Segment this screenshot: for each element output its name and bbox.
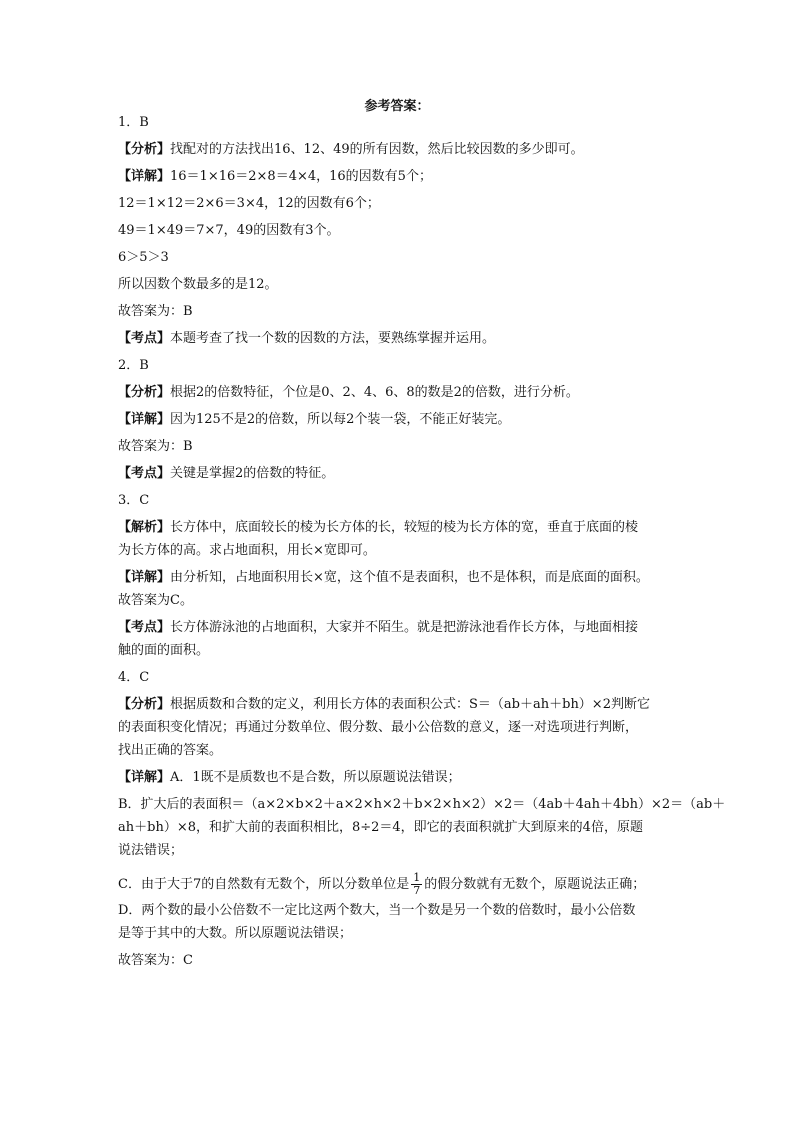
q2-point <box>118 464 678 491</box>
q4-detail-b2: ah＋bh）×8，和扩大前的表面积相比，8÷2＝4，即它的表面积就扩大到原来的4倍，原题 <box>118 820 643 835</box>
q3-analysis-1 <box>118 518 678 541</box>
q2-point-text: 关键是掌握2的倍数的特征。 <box>170 466 335 481</box>
q3-point-text-1: 长方体游泳池的占地面积，大家并不陌生。就是把游泳池看作长方体，与地面相接 <box>170 620 639 635</box>
q1-head: 1．B <box>118 115 149 130</box>
q4-head: 4．C <box>118 670 150 685</box>
q1-point-text: 本题考查了找一个数的因数的方法，要熟练掌握并运用。 <box>170 331 496 346</box>
q4-detail-b1: B．扩大后的表面积＝（a×2×b×2＋a×2×h×2＋b×2×h×2）×2＝（4ab＋4ah＋4bh）×2＝（ab＋ <box>118 797 726 812</box>
q1-analysis-text: 找配对的方法找出16、12、49的所有因数，然后比较因数的多少即可。 <box>170 142 584 157</box>
q4-detail-d2: 是等于其中的大数。所以原题说法错误； <box>118 926 353 941</box>
analysis-tag: 【解析】 <box>118 520 171 535</box>
q1-answer: 故答案为：B <box>118 304 193 319</box>
point-tag: 【考点】 <box>118 466 171 481</box>
q3-point-2: 触的面的面积。 <box>118 643 210 658</box>
q4-detail-c <box>118 868 678 901</box>
point-tag: 【考点】 <box>118 331 171 346</box>
detail-tag: 【详解】 <box>118 412 171 427</box>
detail-tag: 【详解】 <box>118 169 171 184</box>
q4-detail-a <box>118 768 678 795</box>
q2-answer: 故答案为：B <box>118 439 193 454</box>
q2-analysis-text: 根据2的倍数特征，个位是0、2、4、6、8的数是2的倍数，进行分析。 <box>170 385 579 400</box>
q3-detail-text: 由分析知，占地面积用长×宽，这个值不是表面积，也不是体积，而是底面的面积。 <box>170 570 649 585</box>
q1-detail-2: 12＝1×12＝2×6＝3×4，12的因数有6个； <box>118 196 380 211</box>
q4-detail-d1: D．两个数的最小公倍数不一定比这两个数大，当一个数是另一个数的倍数时，最小公倍数 <box>118 903 636 918</box>
analysis-tag: 【分析】 <box>118 697 171 712</box>
q2-analysis <box>118 383 678 410</box>
q3-answer: 故答案为C。 <box>118 593 193 608</box>
detail-tag: 【详解】 <box>118 770 171 785</box>
q3-analysis-2: 为长方体的高。求占地面积，用长×宽即可。 <box>118 543 376 558</box>
q4-detail-c-pre: C．由于大于7的自然数有无数个，所以分数单位是 <box>118 877 410 892</box>
analysis-tag: 【分析】 <box>118 385 171 400</box>
answer-body <box>118 113 726 978</box>
q3-analysis-text-1: 长方体中，底面较长的棱为长方体的长，较短的棱为长方体的宽，垂直于底面的棱 <box>170 520 639 535</box>
q1-detail-3: 49＝1×49＝7×7，49的因数有3个。 <box>118 223 340 238</box>
q4-detail-c-post: 的假分数就有无数个，原题说法正确； <box>424 877 646 892</box>
q4-answer: 故答案为：C <box>118 953 193 968</box>
fraction-denominator: 7 <box>413 884 421 897</box>
q1-detail-text-1: 16＝1×16＝2×8＝4×4，16的因数有5个； <box>170 169 432 184</box>
q3-head: 3．C <box>118 493 150 508</box>
analysis-tag: 【分析】 <box>118 142 171 157</box>
q2-head: 2．B <box>118 358 149 373</box>
q2-detail <box>118 410 678 437</box>
q1-detail-5: 所以因数个数最多的是12。 <box>118 277 278 292</box>
q1-detail-4: 6＞5＞3 <box>118 250 169 265</box>
q3-detail <box>118 568 678 591</box>
q4-analysis-2: 的表面积变化情况；再通过分数单位、假分数、最小公倍数的意义，逐一对选项进行判断， <box>118 720 639 735</box>
fraction-numerator: 1 <box>413 871 421 884</box>
point-tag: 【考点】 <box>118 620 171 635</box>
q4-analysis-text-1: 根据质数和合数的定义，利用长方体的表面积公式：S＝（ab＋ah＋bh）×2判断它 <box>170 697 650 712</box>
q4-analysis-3: 找出正确的答案。 <box>118 743 223 758</box>
q1-detail-1 <box>118 167 678 194</box>
q4-detail-a-text: A．1既不是质数也不是合数，所以原题说法错误； <box>170 770 461 785</box>
detail-tag: 【详解】 <box>118 570 171 585</box>
q1-point <box>118 329 678 356</box>
q3-point-1 <box>118 618 678 641</box>
page-title: 参考答案： <box>364 99 430 114</box>
q2-detail-text: 因为125不是2的倍数，所以每2个装一袋，不能正好装完。 <box>170 412 511 427</box>
q4-analysis-1 <box>118 695 678 718</box>
q4-detail-b3: 说法错误； <box>118 843 184 858</box>
fraction-one-seventh <box>411 872 422 897</box>
q1-analysis <box>118 140 678 167</box>
